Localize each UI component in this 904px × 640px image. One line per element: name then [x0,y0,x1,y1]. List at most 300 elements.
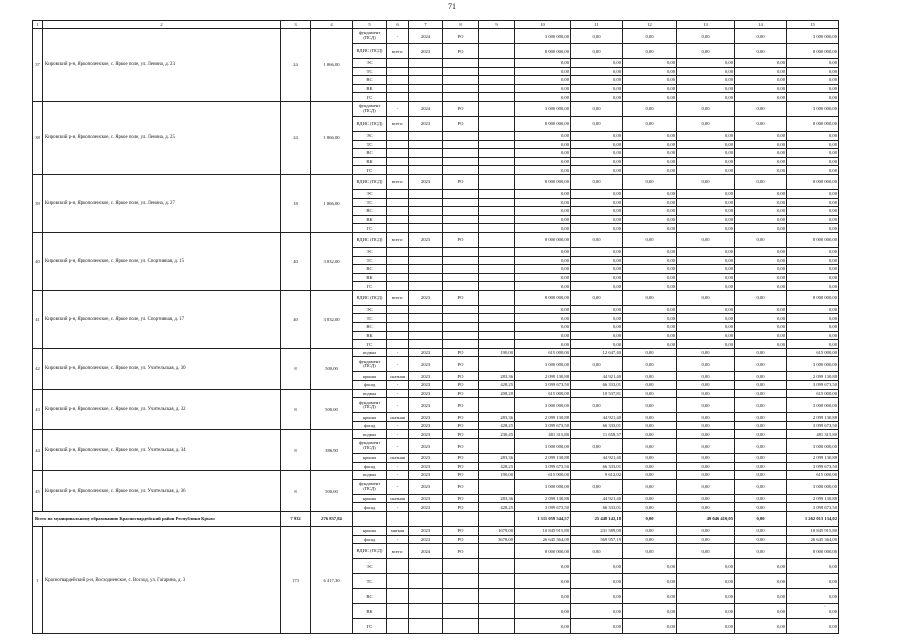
blank-cell [479,247,515,256]
work-volume [479,101,515,116]
cost-cell: 0,00 [623,207,677,216]
cost-cell: 0,00 [571,157,623,166]
cost-cell: 0,00 [571,93,623,102]
cost-cell: 0,00 [623,149,677,158]
utility-kind: ВК [353,604,387,619]
cost-cell: 0,00 [677,421,735,430]
cost-cell: 0,00 [571,544,623,559]
blank-cell [387,140,409,149]
cost-total: 3 099 673,50 [515,421,571,430]
cost-final: 3 000 000,00 [787,398,839,413]
blank-cell [409,265,443,274]
work-type: - [387,101,409,116]
work-year: 2023 [409,44,443,59]
blank-cell [443,314,479,323]
blank-cell [409,619,443,634]
cost-cell: 0,00 [735,421,787,430]
work-year: 2023 [409,116,443,131]
cost-cell: 0,00 [735,116,787,131]
cost-cell: 0,00 [735,574,787,589]
cost-cell: 0,00 [515,273,571,282]
cost-cell: 0,00 [677,604,735,619]
blank-cell [409,314,443,323]
work-year: 2023 [409,494,443,503]
work-year: 2023 [409,413,443,422]
cost-cell: 0,00 [677,340,735,349]
cost-cell: 11 658,37 [571,430,623,439]
cost-cell: 0,00 [735,273,787,282]
work-type: всего: [387,44,409,59]
cost-cell: 0,00 [677,619,735,634]
cost-cell: 0,00 [787,93,839,102]
cost-cell: 0,00 [515,140,571,149]
blank-cell [409,166,443,175]
blank-cell [409,224,443,233]
column-number: 9 [479,21,515,29]
work-volume [479,44,515,59]
blank-cell [443,207,479,216]
utility-kind: ЭС [353,131,387,140]
blank-cell [443,589,479,604]
cost-cell: 9 612,02 [571,471,623,480]
cost-cell: 0,00 [677,247,735,256]
cost-cell: 0,00 [623,526,677,535]
work-volume: 283,36 [479,494,515,503]
cost-cell: 0,00 [571,273,623,282]
blank-cell [443,189,479,198]
object-floors: 40 [281,290,311,348]
cost-cell: 0,00 [787,256,839,265]
object-address: Кировский р-н, Яркополенское, с. Яркое поле, ул. Учительская, д. 36 [43,471,281,512]
cost-cell: 0,00 [623,29,677,44]
cost-cell: 0,00 [623,273,677,282]
cost-cell: 0,00 [677,265,735,274]
work-kind: подвал [353,389,387,398]
work-year: 2023 [409,421,443,430]
cost-cell: 0,00 [677,439,735,454]
total-cell: 49 046 410,05 [677,511,735,526]
cost-cell: 0,00 [571,215,623,224]
blank-cell [443,305,479,314]
cost-final: 3 000 000,00 [787,357,839,372]
cost-cell: 0,00 [515,166,571,175]
object-row [33,174,839,189]
cost-cell: 0,00 [623,574,677,589]
cost-cell: 0,00 [787,619,839,634]
work-type: всего: [387,544,409,559]
cost-cell: 0,00 [571,166,623,175]
cost-final: 8 000 000,00 [787,290,839,305]
blank-cell [479,323,515,332]
cost-cell: 0,00 [571,116,623,131]
column-number: 6 [387,21,409,29]
cost-cell: 0,00 [515,215,571,224]
cost-cell: 0,00 [515,149,571,158]
object-row [33,389,839,398]
cost-cell: 0,00 [515,189,571,198]
cost-total: 8 000 000,00 [515,44,571,59]
utility-kind: ВС [353,265,387,274]
cost-cell: 0,00 [515,314,571,323]
blank-cell [443,340,479,349]
header-row [33,21,839,29]
cost-cell: 0,00 [677,140,735,149]
blank-cell [479,619,515,634]
work-year: 2024 [409,544,443,559]
cost-cell: 0,00 [787,149,839,158]
cost-cell: 0,00 [677,357,735,372]
blank-cell [387,247,409,256]
blank-cell [409,59,443,68]
column-number: 2 [43,21,281,29]
cost-cell: 0,00 [735,544,787,559]
blank-cell [409,84,443,93]
cost-cell: 0,00 [623,166,677,175]
cost-cell: 0,00 [735,84,787,93]
funding-source: РО [443,389,479,398]
blank-cell [443,619,479,634]
column-number: 4 [311,21,353,29]
cost-cell: 0,00 [677,215,735,224]
cost-cell: 0,00 [677,166,735,175]
blank-cell [409,157,443,166]
cost-cell: 0,00 [735,265,787,274]
cost-cell: 0,00 [571,290,623,305]
cost-cell: 0,00 [623,479,677,494]
work-type: всего: [387,116,409,131]
blank-cell [387,265,409,274]
cost-cell: 0,00 [735,189,787,198]
column-number: 7 [409,21,443,29]
utility-kind: ВК [353,157,387,166]
work-volume [479,398,515,413]
cost-total: 2 099 130,88 [515,494,571,503]
funding-source: РО [443,503,479,512]
utility-kind: ЭС [353,247,387,256]
cost-final: 3 099 673,50 [787,503,839,512]
cost-total: 8 000 000,00 [515,232,571,247]
cost-cell: 0,00 [623,439,677,454]
blank-cell [409,140,443,149]
cost-cell: 0,00 [735,357,787,372]
cost-cell: 0,00 [677,29,735,44]
cost-cell: 0,00 [623,340,677,349]
cost-cell: 0,00 [677,256,735,265]
cost-cell: 0,00 [677,389,735,398]
cost-cell: 0,00 [571,198,623,207]
total-label: Всего по муниципальному образованию Красногвардейский район Республики Крым: [33,511,281,526]
cost-cell: 0,00 [735,494,787,503]
work-volume [479,232,515,247]
work-volume [479,174,515,189]
object-floors: 8 [281,348,311,389]
utility-kind: ВС [353,149,387,158]
blank-cell [387,574,409,589]
blank-cell [443,273,479,282]
blank-cell [479,149,515,158]
utility-kind: ВК [353,331,387,340]
work-kind: крыша [353,454,387,463]
cost-cell: 0,00 [571,76,623,85]
cost-cell: 0,00 [787,140,839,149]
cost-total: 3 000 000,00 [515,357,571,372]
table-body [33,21,839,634]
blank-cell [479,574,515,589]
cost-total: 3 000 000,00 [515,101,571,116]
cost-cell: 0,00 [787,574,839,589]
cost-cell: 0,00 [571,559,623,574]
cost-cell: 0,00 [571,340,623,349]
cost-cell: 0,00 [515,574,571,589]
work-type: - [387,471,409,480]
utility-kind: ВС [353,589,387,604]
cost-cell: 0,00 [677,494,735,503]
cost-cell: 0,00 [787,166,839,175]
cost-final: 3 099 673,50 [787,381,839,390]
work-volume [479,479,515,494]
cost-cell: 0,00 [623,198,677,207]
cost-final: 3 099 673,50 [787,462,839,471]
blank-cell [479,67,515,76]
utility-kind: ТС [353,140,387,149]
cost-cell: 0,00 [515,76,571,85]
work-volume: 190,00 [479,471,515,480]
cost-cell: 0,00 [787,76,839,85]
cost-cell: 0,00 [623,471,677,480]
object-area: 386,90 [311,430,353,471]
blank-cell [479,511,515,526]
blank-cell [409,149,443,158]
cost-final: 2 099 130,88 [787,372,839,381]
cost-cell: 0,00 [623,535,677,544]
blank-cell [387,305,409,314]
cost-cell: 66 333,01 [571,381,623,390]
cost-cell: 0,00 [623,189,677,198]
cost-cell: 0,00 [677,290,735,305]
cost-cell: 0,00 [515,340,571,349]
blank-cell [387,619,409,634]
blank-cell [443,198,479,207]
blank-cell [443,157,479,166]
work-year: 2024 [409,29,443,44]
work-kind: фасад [353,503,387,512]
blank-cell [443,149,479,158]
work-volume: 283,36 [479,413,515,422]
cost-cell: 0,00 [623,430,677,439]
total-cell: 25 448 142,18 [571,511,623,526]
cost-cell: 0,00 [735,44,787,59]
cost-final: 3 099 673,50 [787,421,839,430]
work-type: скатная [387,454,409,463]
blank-cell [443,76,479,85]
blank-cell [409,282,443,291]
cost-cell: 0,00 [735,535,787,544]
cost-cell: 0,00 [515,559,571,574]
cost-cell: 0,00 [677,189,735,198]
cost-cell: 0,00 [623,413,677,422]
blank-cell [443,67,479,76]
cost-cell: 0,00 [677,67,735,76]
cost-cell: 0,00 [515,589,571,604]
work-type: всего: [387,232,409,247]
work-kind: фундамент (ПСД) [353,357,387,372]
cost-cell: 0,00 [677,574,735,589]
cost-total: 615 000,00 [515,471,571,480]
object-address: Кировский р-н, Яркополенское, с. Яркое поле, ул. Учительская, д. 30 [43,348,281,389]
blank-cell [387,198,409,207]
blank-cell [443,574,479,589]
cost-cell: 0,00 [677,372,735,381]
cost-cell: 0,00 [677,131,735,140]
cost-cell: 0,00 [623,140,677,149]
funding-source: РО [443,357,479,372]
cost-cell: 0,00 [677,454,735,463]
funding-source: РО [443,494,479,503]
work-year: 2023 [409,535,443,544]
total-cell: 0,00 [623,511,677,526]
cost-cell: 66 333,01 [571,503,623,512]
cost-cell: 0,00 [735,247,787,256]
cost-total: 3 000 000,00 [515,439,571,454]
blank-cell [409,189,443,198]
cost-cell: 0,00 [571,357,623,372]
blank-cell [387,604,409,619]
blank-cell [387,76,409,85]
cost-cell: 0,00 [571,398,623,413]
cost-cell: 0,00 [787,340,839,349]
cost-cell: 0,00 [735,398,787,413]
cost-final: 8 000 000,00 [787,116,839,131]
cost-cell: 10 537,81 [571,389,623,398]
cost-cell: 0,00 [623,559,677,574]
blank-cell [409,604,443,619]
cost-cell: 0,00 [677,526,735,535]
cost-total: 8 000 000,00 [515,544,571,559]
work-kind: ВДИС (ПСД) [353,116,387,131]
utility-kind: ВК [353,84,387,93]
utility-kind: ГС [353,340,387,349]
cost-cell: 0,00 [735,619,787,634]
work-type: - [387,430,409,439]
cost-cell: 0,00 [735,157,787,166]
cost-cell: 0,00 [623,589,677,604]
blank-cell [479,305,515,314]
cost-cell: 0,00 [735,76,787,85]
object-row [33,526,839,535]
blank-cell [443,247,479,256]
cost-cell: 0,00 [623,389,677,398]
cost-total: 8 000 000,00 [515,174,571,189]
blank-cell [443,93,479,102]
cost-cell: 0,00 [787,331,839,340]
cost-cell: 0,00 [623,462,677,471]
blank-cell [443,84,479,93]
work-type: - [387,389,409,398]
blank-cell [479,140,515,149]
blank-cell [387,256,409,265]
cost-cell: 0,00 [571,589,623,604]
blank-cell [387,215,409,224]
blank-cell [479,76,515,85]
blank-cell [479,282,515,291]
cost-cell: 0,00 [735,471,787,480]
blank-cell [443,224,479,233]
funding-source: РО [443,471,479,480]
column-number: 5 [353,21,387,29]
blank-cell [387,131,409,140]
work-kind: крыша [353,372,387,381]
cost-cell: 0,00 [623,494,677,503]
funding-source: РО [443,526,479,535]
cost-cell: 0,00 [735,256,787,265]
cost-cell: 0,00 [515,282,571,291]
work-volume: 428,25 [479,462,515,471]
column-number: 3 [281,21,311,29]
funding-source: РО [443,454,479,463]
blank-cell [387,166,409,175]
object-floors: 8 [281,430,311,471]
object-number: 41 [33,290,43,348]
object-number: 39 [33,174,43,232]
cost-cell: 0,00 [677,479,735,494]
cost-cell: 0,00 [515,157,571,166]
cost-total: 3 000 000,00 [515,398,571,413]
cost-cell: 0,00 [571,131,623,140]
cost-cell: 0,00 [515,619,571,634]
utility-kind: ТС [353,198,387,207]
cost-cell: 0,00 [623,76,677,85]
blank-cell [479,84,515,93]
blank-cell [443,59,479,68]
blank-cell [409,589,443,604]
cost-cell: 569 957,19 [571,535,623,544]
utility-kind: ГС [353,166,387,175]
work-type: - [387,29,409,44]
object-row [33,232,839,247]
blank-cell [479,589,515,604]
object-floors: 8 [281,471,311,512]
cost-cell: 0,00 [735,479,787,494]
cost-cell: 0,00 [677,559,735,574]
object-row [33,348,839,357]
cost-cell: 0,00 [735,166,787,175]
cost-cell: 44 921,40 [571,494,623,503]
work-kind: ВДИС (ПСД) [353,44,387,59]
blank-cell [479,207,515,216]
cost-cell: 0,00 [623,215,677,224]
blank-cell [479,604,515,619]
object-floors: 8 [281,389,311,430]
object-row [33,101,839,116]
work-type: - [387,479,409,494]
column-number: 11 [571,21,623,29]
funding-source: РО [443,439,479,454]
work-year: 2023 [409,503,443,512]
work-year: 2023 [409,357,443,372]
cost-cell: 0,00 [571,67,623,76]
utility-kind: ВК [353,273,387,282]
object-area: 500,00 [311,348,353,389]
work-kind: ВДИС (ПСД) [353,544,387,559]
cost-cell: 0,00 [623,59,677,68]
work-year: 2023 [409,398,443,413]
blank-cell [443,511,479,526]
cost-cell: 0,00 [735,282,787,291]
cost-cell: 66 333,01 [571,421,623,430]
cost-cell: 0,00 [623,398,677,413]
column-number: 15 [787,21,839,29]
total-cell: 0,00 [735,511,787,526]
